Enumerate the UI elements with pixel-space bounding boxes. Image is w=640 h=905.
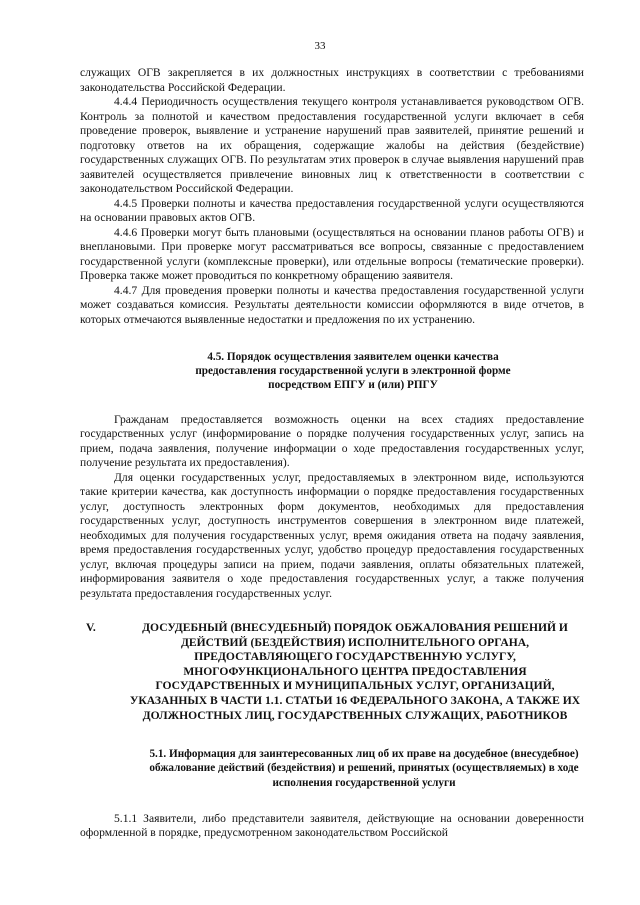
page-number: 33 xyxy=(314,40,326,52)
paragraph-4-4-7: 4.4.7 Для проведения проверки полноты и качества предоставления государственной услуги может создаваться комиссия. Результаты деятельности комиссии оформляются в виде отчетов, в которых отмечаются выявленные недостатки и предложения по их устранению. xyxy=(80,283,584,326)
section-v-number: V. xyxy=(86,621,96,635)
paragraph-4-4-6: 4.4.6 Проверки могут быть плановыми (осуществляться на основании планов работы ОГВ) и внеплановыми. При проверке могут рассматриваться все вопросы, связанные с предоставлением государственной услуги (комплексные проверки), или отдельные вопросы (тематические проверки). Проверка также может проводиться по конкретному обращению заявителя. xyxy=(80,225,584,282)
heading-5-1: 5.1. Информация для заинтересованных лиц об их праве на досудебное (внесудебное) обжалование действий (бездействия) и решений, принятых (осуществляемых) в ходе исполнения государственной услуги xyxy=(149,748,579,789)
paragraph-5-1-1: 5.1.1 Заявители, либо представители заявителя, действующие на основании доверенности оформленной в порядке, предусмотренном законодательством Российской xyxy=(80,811,584,840)
paragraph-4-5-1: Гражданам предоставляется возможность оценки на всех стадиях предоставление государственных услуг (информирование о порядке получения государственных услуг, запись на прием, подача заявления, получение информации о ходе предоставления государственных услуг, получение результата их предоставления). xyxy=(80,412,584,470)
section-v-title: ДОСУДЕБНЫЙ (ВНЕСУДЕБНЫЙ) ПОРЯДОК ОБЖАЛОВАНИЯ РЕШЕНИЙ И ДЕЙСТВИЙ (БЕЗДЕЙСТВИЯ) ИСПОЛНИТЕЛЬНОГО ОРГАНА, ПРЕДОСТАВЛЯЮЩЕГО ГОСУДАРСТВЕННУЮ УСЛУГУ, МНОГОФУНКЦИОНАЛЬНОГО ЦЕНТРА ПРЕДОСТАВЛЕНИЯ ГОСУДАРСТВЕННЫХ И МУНИЦИПАЛЬНЫХ УСЛУГ, ОРГАНИЗАЦИЙ, УКАЗАННЫХ В ЧАСТИ 1.1. СТАТЬИ 16 ФЕДЕРАЛЬНОГО ЗАКОНА, А ТАКЖЕ ИХ ДОЛЖНОСТНЫХ ЛИЦ, ГОСУДАРСТВЕННЫХ СЛУЖАЩИХ, РАБОТНИКОВ xyxy=(129,621,581,722)
paragraph-4-4-5: 4.4.5 Проверки полноты и качества предоставления государственной услуги осуществляются на основании правовых актов ОГВ. xyxy=(80,196,584,224)
section-v-heading xyxy=(80,621,584,723)
document-body xyxy=(80,66,584,841)
heading-4-5: 4.5. Порядок осуществления заявителем оценки качества предоставления государственной услуги в электронной форме посредством ЕПГУ и (или) РПГУ xyxy=(195,351,511,392)
paragraph-4-4-4: 4.4.4 Периодичность осуществления текущего контроля устанавливается руководством ОГВ. Контроль за полнотой и качеством предоставления государственной услуги включает в себя проведение проверок, выявление и устранение нарушений прав заявителей, принятие решений и подготовку ответов на их обращения, содержащие жалобы на действия (бездействие) государственных служащих ОГВ. По результатам этих проверок в случае выявления нарушений прав заявителей осуществляется привлечение виновных лиц к ответственности в соответствии с законодательством Российской Федерации. xyxy=(80,95,584,195)
paragraph-4-5-2: Для оценки государственных услуг, предоставляемых в электронном виде, используются такие критерии качества, как доступность информации о порядке предоставления государственных услуг, доступность электронных форм документов, необходимых для предоставления государственных услуг, доступность инструментов совершения в электронном виде платежей, необходимых для получения государственных услуг, время ожидания ответа на подачу заявления, время предоставления государственных услуг, удобство процедур предоставления государственных услуг, включая процедуры записи на прием, подачи заявления, оплаты обязательных платежей, информирования заявителя о ходе предоставления государственных услуг, а также получения результата предоставления государственных услуг. xyxy=(80,470,584,600)
paragraph-continuation: служащих ОГВ закрепляется в их должностных инструкциях в соответствии с требованиями законодательства Российской Федерации. xyxy=(80,66,584,94)
